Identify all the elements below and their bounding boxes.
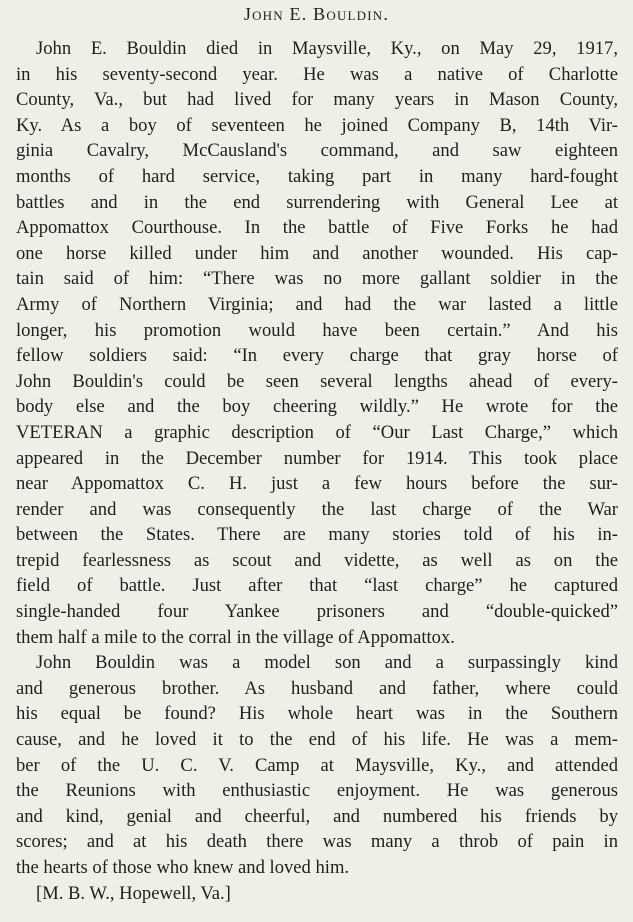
text-line: ber of the U. C. V. Camp at Maysville, Ky., and attended [16, 754, 618, 776]
text-line: VETERAN a graphic description of “Our Last Charge,” which [16, 421, 618, 443]
text-line: and generous brother. As husband and father, where could [16, 677, 618, 699]
text-line: trepid fearlessness as scout and vidette, as well as on the [16, 549, 618, 571]
text-line: Appomattox Courthouse. In the battle of Five Forks he had [16, 217, 618, 239]
text-line: near Appomattox C. H. just a few hours before the sur- [16, 473, 618, 495]
text-line: and kind, genial and cheerful, and numbered his friends by [16, 805, 618, 827]
article-title: John E. Bouldin. [243, 4, 390, 24]
text-line: appeared in the December number for 1914. This took place [16, 447, 618, 469]
text-line: John Bouldin's could be seen several lengths ahead of every- [16, 370, 618, 392]
paragraph-1 [16, 36, 618, 650]
text-line: ginia Cavalry, McCausland's command, and saw eighteen [16, 140, 618, 162]
text-line: battles and in the end surrendering with General Lee at [16, 191, 618, 213]
text-line: tain said of him: “There was no more gallant soldier in the [16, 268, 618, 290]
text-line: months of hard service, taking part in many hard-fought [16, 165, 618, 187]
text-line: his equal be found? His whole heart was in the Southern [16, 703, 618, 725]
text-line: fellow soldiers said: “In every charge that gray horse of [16, 345, 618, 367]
text-line: one horse killed under him and another wounded. His cap- [16, 242, 618, 264]
text-line: field of battle. Just after that “last charge” he captured [16, 575, 618, 597]
text-line: John Bouldin was a model son and a surpassingly kind [36, 652, 618, 674]
text-line: Army of Northern Virginia; and had the war lasted a little [16, 293, 618, 315]
text-line: the hearts of those who knew and loved him. [16, 857, 350, 878]
text-line: scores; and at his death there was many a throb of pain in [16, 831, 618, 853]
paragraph-2 [16, 650, 618, 880]
text-line: Ky. As a boy of seventeen he joined Company B, 14th Vir- [16, 114, 618, 136]
text-line: the Reunions with enthusiastic enjoyment. He was generous [16, 780, 618, 802]
text-line: body else and the boy cheering wildly.” He wrote for the [16, 396, 618, 418]
text-line: County, Va., but had lived for many years in Mason County, [16, 89, 618, 111]
text-line: between the States. There are many stories told of his in- [16, 524, 618, 546]
text-line: render and was consequently the last charge of the War [16, 498, 618, 520]
text-line: longer, his promotion would have been certain.” And his [16, 319, 618, 341]
text-line: in his seventy-second year. He was a native of Charlotte [16, 63, 618, 85]
article-body [16, 36, 618, 906]
text-line: them half a mile to the corral in the village of Appomattox. [16, 626, 455, 648]
signature: [M. B. W., Hopewell, Va.] [36, 882, 231, 904]
text-line: John E. Bouldin died in Maysville, Ky., on May 29, 1917, [36, 38, 618, 59]
text-line: cause, and he loved it to the end of his life. He was a mem- [16, 729, 618, 751]
text-line: single-handed four Yankee prisoners and “double-quicked” [16, 601, 618, 623]
